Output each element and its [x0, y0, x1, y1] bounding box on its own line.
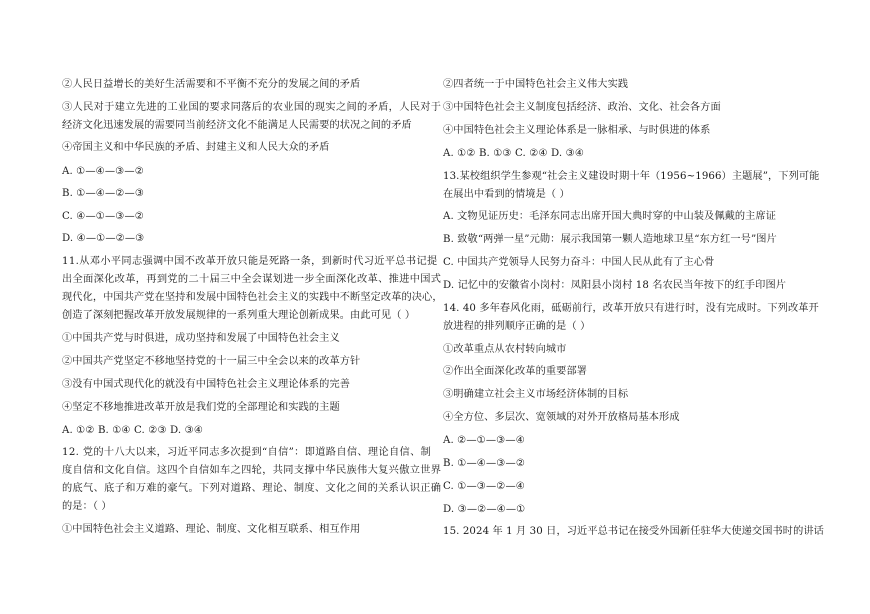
- answer-choice: C. ④—①—③—②: [62, 211, 145, 222]
- option-line: ①中国特色社会主义道路、理论、制度、文化相互联系、相互作用: [62, 524, 361, 535]
- option-line: ④中国特色社会主义理论体系是一脉相承、与时俱进的体系: [443, 125, 711, 136]
- answer-choice: D. ④—①—②—③: [62, 233, 145, 244]
- question-14-text: 放进程的排列顺序正确的是（ ）: [443, 321, 591, 332]
- answer-choice: A. ①—④—③—②: [62, 166, 144, 177]
- right-column: [443, 0, 824, 614]
- option-line: ②中国共产党坚定不移地坚持党的十一届三中全会以来的改革方针: [62, 356, 361, 367]
- option-line: ③明确建立社会主义市场经济体制的目标: [443, 389, 629, 400]
- option-line: ②人民日益增长的美好生活需要和不平衡不充分的发展之间的矛盾: [62, 79, 361, 90]
- answer-choice: A. ②—①—③—④: [443, 435, 525, 446]
- option-line: ③人民对于建立先进的工业国的要求同落后的农业国的现实之间的矛盾，人民对于: [62, 102, 442, 113]
- answer-choice: B. ①—④—③—②: [443, 458, 526, 469]
- answer-choice: A. 文物见证历史：毛泽东同志出席开国大典时穿的中山装及佩戴的主席证: [443, 211, 777, 222]
- answer-choices: A. ①② B. ①③ C. ②④ D. ③④: [443, 148, 585, 159]
- option-line: ③没有中国式现代化的就没有中国特色社会主义理论体系的完善: [62, 379, 351, 390]
- question-12-text: 12. 党的十八大以来，习近平同志多次提到“自信”：即道路自信、理论自信、制: [62, 447, 432, 458]
- question-11-text: 现代化，中国共产党在坚持和发展中国特色社会主义的实践中不断坚定改革的决心，: [62, 292, 443, 303]
- answer-choice: D. ③—②—④—①: [443, 504, 526, 515]
- question-13-text: 在展出中看到的情境是（ ）: [443, 189, 570, 200]
- option-line: ④帝国主义和中华民族的矛盾、封建主义和人民大众的矛盾: [62, 142, 330, 153]
- option-line: ②四者统一于中国特色社会主义伟大实践: [443, 79, 629, 90]
- question-12-text: 的是：（ ）: [62, 501, 112, 512]
- answer-choices: A. ①② B. ①④ C. ②③ D. ③④: [62, 425, 204, 436]
- answer-choice: B. ①—④—②—③: [62, 188, 145, 199]
- question-15-text: 15. 2024 年 1 月 30 日，习近平总书记在接受外国新任驻华大使递交国书时的讲话: [443, 526, 824, 537]
- option-line: ③中国特色社会主义制度包括经济、政治、文化、社会各方面: [443, 102, 721, 113]
- option-line: 经济文化迅速发展的需要同当前经济文化不能满足人民需要的状况之间的矛盾: [62, 120, 412, 131]
- question-11-text: 11.从邓小平同志强调中国不改革开放只能是死路一条，到新时代习近平总书记提: [62, 256, 438, 267]
- option-line: ①改革重点从农村转向城市: [443, 344, 567, 355]
- option-line: ④全方位、多层次、宽领域的对外开放格局基本形成: [443, 412, 680, 423]
- question-14-text: 14. 40 多年春风化雨，砥砺前行，改革开放只有进行时，没有完成时。下列改革开: [443, 303, 819, 314]
- answer-choice: C. ①—③—②—④: [443, 481, 526, 492]
- answer-choice: C. 中国共产党领导人民努力奋斗：中国人民从此有了主心骨: [443, 257, 715, 268]
- question-11-text: 出全面深化改革，再到党的二十届三中全会谋划进一步全面深化改革、推进中国式: [62, 274, 442, 285]
- option-line: ①中国共产党与时俱进，成功坚持和发展了中国特色社会主义: [62, 333, 340, 344]
- question-12-text: 度自信和文化自信。这四个自信如车之四轮，共同支撑中华民族伟大复兴傲立世界: [62, 465, 442, 476]
- answer-choice: D. 记忆中的安徽省小岗村：凤阳县小岗村 18 名农民当年按下的红手印图片: [443, 280, 787, 291]
- option-line: ④坚定不移地推进改革开放是我们党的全部理论和实践的主题: [62, 402, 340, 413]
- question-11-text: 创造了深刻把握改革开放发展规律的一系列重大理论创新成果。由此可见（ ）: [62, 310, 416, 321]
- question-13-text: 13.某校组织学生参观“社会主义建设时期十年（1956~1966）主题展”，下列可能: [443, 171, 820, 182]
- answer-choice: B. 致敬“两弹一星”元勋：展示我国第一颗人造地球卫星“东方红一号”图片: [443, 234, 777, 245]
- left-column: [62, 0, 442, 614]
- question-12-text: 的底气、底子和万难的豪气。下列对道路、理论、制度、文化之间的关系认识正确: [62, 483, 442, 494]
- option-line: ②作出全面深化改革的重要部署: [443, 366, 588, 377]
